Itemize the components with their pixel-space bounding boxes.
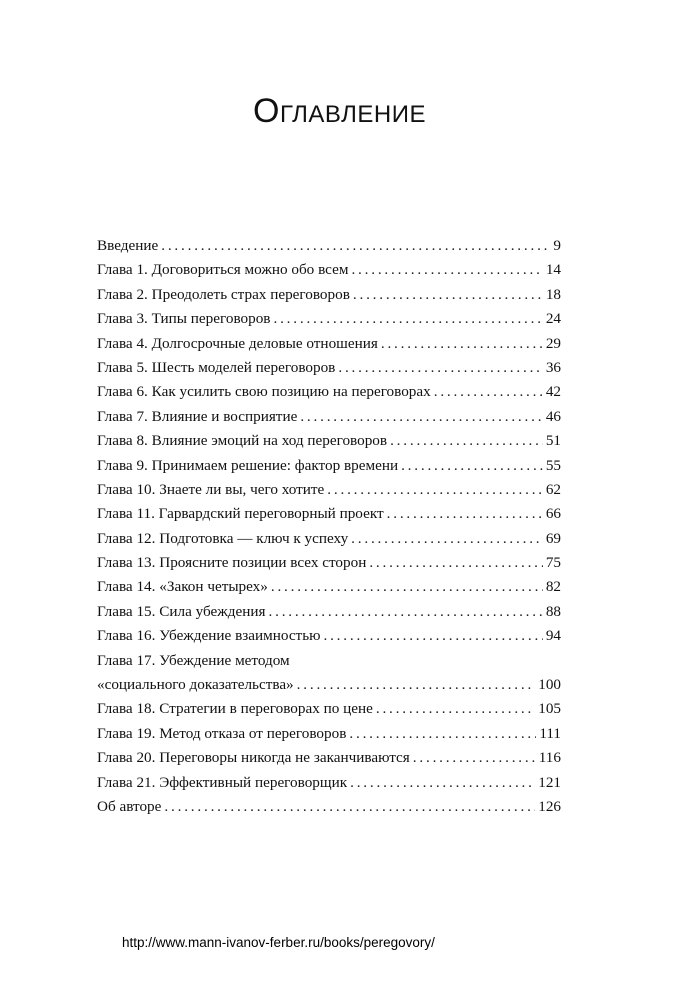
toc-entry[interactable] — [97, 673, 561, 697]
toc-dot-leader — [300, 405, 542, 429]
toc-entry[interactable] — [97, 722, 561, 746]
toc-entry[interactable] — [97, 697, 561, 721]
toc-entry-label: Глава 11. Гарвардский переговорный проект — [97, 505, 384, 523]
toc-entry[interactable] — [97, 600, 561, 624]
toc-entry-page-number: 94 — [545, 627, 561, 645]
page-title: Оглавление — [253, 92, 426, 130]
toc-entry-page-number: 66 — [545, 505, 561, 523]
toc-entry-label: Глава 17. Убеждение методом — [97, 651, 290, 669]
toc-entry[interactable] — [97, 746, 561, 770]
toc-entry-page-number: 29 — [545, 334, 561, 352]
toc-entry-label: Глава 6. Как усилить свою позицию на переговорах — [97, 383, 431, 401]
toc-dot-leader — [413, 746, 536, 770]
toc-dot-leader — [269, 600, 543, 624]
toc-entry-page-number: 36 — [545, 358, 561, 376]
toc-dot-leader — [327, 478, 543, 502]
toc-dot-leader — [323, 624, 542, 648]
toc-dot-leader — [434, 380, 543, 404]
toc-entry-label: Глава 4. Долгосрочные деловые отношения — [97, 334, 378, 352]
toc-entry-page-number: 46 — [545, 407, 561, 425]
toc-entry-page-number: 14 — [545, 261, 561, 279]
toc-entry-page-number: 62 — [545, 480, 561, 498]
toc-entry[interactable] — [97, 454, 561, 478]
toc-entry-page-number: 9 — [553, 237, 561, 254]
toc-entry-page-number: 116 — [538, 749, 561, 767]
footer-url-link[interactable]: http://www.mann-ivanov-ferber.ru/books/peregovory/ — [122, 935, 435, 950]
toc-dot-leader — [351, 527, 543, 551]
toc-entry[interactable] — [97, 356, 561, 380]
toc-entry-page-number: 75 — [545, 554, 561, 572]
toc-dot-leader — [381, 332, 543, 356]
toc-entry[interactable] — [97, 649, 561, 673]
toc-entry[interactable] — [97, 575, 561, 599]
toc-dot-leader — [387, 502, 543, 526]
toc-entry[interactable] — [97, 258, 561, 282]
toc-entry-page-number: 105 — [538, 700, 561, 718]
toc-entry-label: Глава 5. Шесть моделей переговоров — [97, 358, 336, 376]
toc-dot-leader — [350, 771, 535, 795]
toc-entry-label: Глава 21. Эффективный переговорщик — [97, 773, 348, 791]
toc-entry[interactable] — [97, 234, 561, 258]
toc-entry-label: Глава 15. Сила убеждения — [97, 602, 266, 620]
toc-entry-label: Глава 10. Знаете ли вы, чего хотите — [97, 480, 325, 498]
toc-entry-page-number: 55 — [545, 456, 561, 474]
toc-entry[interactable] — [97, 771, 561, 795]
toc-entry[interactable] — [97, 380, 561, 404]
toc-entry[interactable] — [97, 527, 561, 551]
toc-entry[interactable] — [97, 478, 561, 502]
toc-entry-page-number: 18 — [545, 285, 561, 303]
toc-entry-label: Глава 9. Принимаем решение: фактор времени — [97, 456, 399, 474]
toc-entry[interactable] — [97, 624, 561, 648]
toc-entry-page-number: 88 — [545, 602, 561, 620]
toc-entry-label: Глава 2. Преодолеть страх переговоров — [97, 285, 350, 303]
toc-entry-label: Глава 16. Убеждение взаимностью — [97, 627, 321, 645]
toc-dot-leader — [297, 673, 536, 697]
toc-entry[interactable] — [97, 795, 561, 819]
toc-dot-leader — [369, 551, 542, 575]
toc-dot-leader — [376, 697, 535, 721]
toc-entry[interactable] — [97, 307, 561, 331]
toc-entry[interactable] — [97, 283, 561, 307]
toc-entry-label: Глава 7. Влияние и восприятие — [97, 407, 298, 425]
toc-entry-label: Введение — [97, 237, 159, 254]
toc-dot-leader — [164, 795, 535, 819]
toc-entry-page-number: 69 — [545, 529, 561, 547]
toc-entry-page-number: 126 — [538, 797, 561, 815]
toc-dot-leader — [273, 307, 542, 331]
toc-dot-leader — [401, 454, 543, 478]
toc-entry-label: Глава 12. Подготовка — ключ к успеху — [97, 529, 349, 547]
toc-entry[interactable] — [97, 502, 561, 526]
toc-entry-page-number: 111 — [539, 724, 561, 742]
toc-dot-leader — [349, 722, 536, 746]
toc-entry-label: Глава 13. Проясните позиции всех сторон — [97, 554, 367, 572]
toc-entry-page-number: 24 — [545, 310, 561, 328]
toc-entry-label: «социального доказательства» — [97, 676, 294, 694]
table-of-contents — [97, 234, 561, 819]
toc-entry-label: Глава 14. «Закон четырех» — [97, 578, 268, 596]
toc-entry[interactable] — [97, 405, 561, 429]
toc-entry-label: Глава 18. Стратегии в переговорах по цене — [97, 700, 373, 718]
toc-entry-label: Глава 1. Договориться можно обо всем — [97, 261, 349, 279]
toc-entry[interactable] — [97, 551, 561, 575]
toc-entry-page-number: 100 — [538, 676, 561, 694]
toc-dot-leader — [271, 575, 543, 599]
toc-entry-page-number: 121 — [538, 773, 561, 791]
toc-entry-page-number: 51 — [545, 432, 561, 450]
toc-dot-leader — [161, 234, 550, 258]
toc-dot-leader — [353, 283, 543, 307]
toc-entry-page-number: 82 — [545, 578, 561, 596]
toc-entry-page-number: 42 — [545, 383, 561, 401]
toc-entry-label: Глава 19. Метод отказа от переговоров — [97, 724, 347, 742]
toc-entry[interactable] — [97, 429, 561, 453]
toc-dot-leader — [351, 258, 542, 282]
toc-dot-leader — [390, 429, 543, 453]
toc-entry-label: Глава 20. Переговоры никогда не заканчиваются — [97, 749, 410, 767]
toc-entry-label: Об авторе — [97, 797, 162, 815]
toc-entry[interactable] — [97, 332, 561, 356]
toc-entry-label: Глава 3. Типы переговоров — [97, 310, 271, 328]
toc-dot-leader — [338, 356, 542, 380]
toc-entry-label: Глава 8. Влияние эмоций на ход переговоров — [97, 432, 388, 450]
